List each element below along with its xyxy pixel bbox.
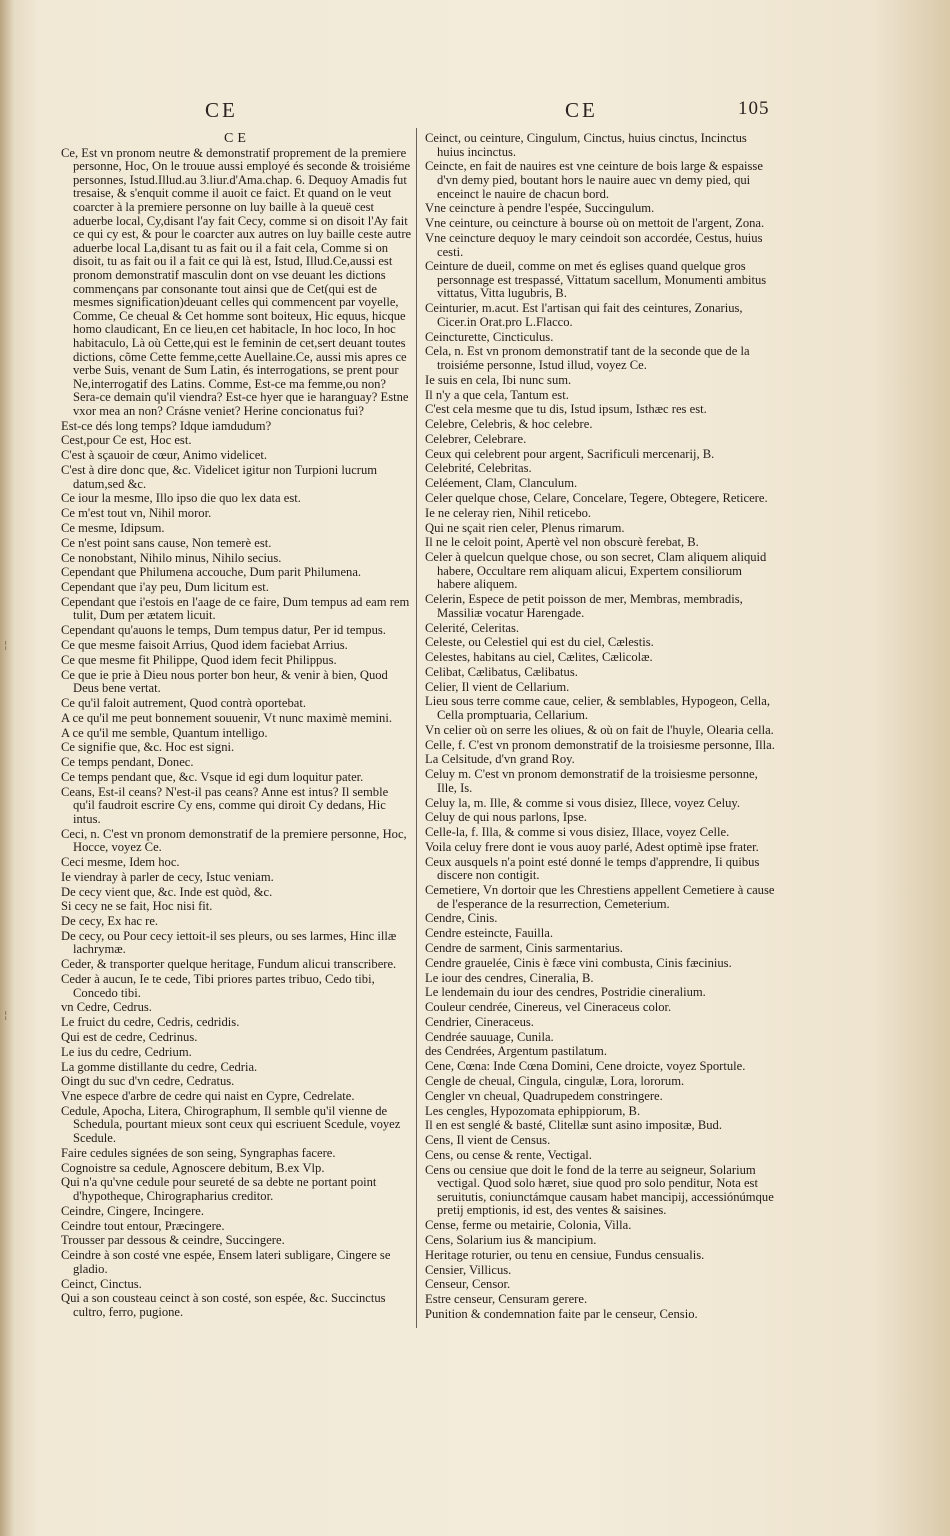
- column-heading: CE: [224, 131, 250, 146]
- dictionary-entry: A ce qu'il me peut bonnement souuenir, Vt nunc maximè memini.: [61, 710, 393, 725]
- dictionary-entry: Cendre, Cinis.: [425, 911, 498, 926]
- dictionary-entry: Cependant qu'auons le temps, Dum tempus datur, Per id tempus.: [61, 623, 386, 638]
- dictionary-entry: Trousser par dessous & ceindre, Succingere.: [61, 1233, 285, 1248]
- dictionary-entry: Cendre de sarment, Cinis sarmentarius.: [425, 940, 623, 955]
- dictionary-entry: Celéement, Clam, Clanculum.: [425, 476, 578, 491]
- dictionary-entry: Celebre, Celebris, & hoc celebre.: [425, 417, 593, 432]
- dictionary-entry: Celle-la, f. Illa, & comme si vous disiez, Illace, voyez Celle.: [425, 825, 730, 840]
- dictionary-entry: Celer à quelcun quelque chose, ou son secret, Clam aliquem aliquid habere, Occultare rem aliquam alicui, Expertem consiliorum habere aliquem.: [425, 550, 767, 592]
- margin-mark: ¦: [4, 1010, 8, 1021]
- right-entry-list: [425, 132, 775, 1322]
- right-column: [425, 132, 775, 1323]
- dictionary-entry: Cengle de cheual, Cingula, cingulæ, Lora, lororum.: [425, 1073, 685, 1088]
- dictionary-entry: Heritage roturier, ou tenu en censiue, Fundus censualis.: [425, 1247, 705, 1262]
- dictionary-entry: Ceinturier, m.acut. Est l'artisan qui fait des ceintures, Zonarius, Cicer.in Orat.pro L.Flacco.: [425, 301, 743, 329]
- dictionary-entry: Cest,pour Ce est, Hoc est.: [61, 433, 192, 448]
- dictionary-entry: Ce iour la mesme, Illo ipso die quo lex data est.: [61, 491, 301, 506]
- dictionary-entry: Ce temps pendant, Donec.: [61, 755, 194, 770]
- dictionary-entry: Ie viendray à parler de cecy, Istuc veniam.: [61, 869, 274, 884]
- dictionary-entry: Ce que mesme faisoit Arrius, Quod idem faciebat Arrius.: [61, 638, 348, 652]
- dictionary-entry: Estre censeur, Censuram gerere.: [425, 1292, 588, 1307]
- page-number: 105: [738, 98, 770, 119]
- dictionary-entry: Ceinct, ou ceinture, Cingulum, Cinctus, huius cinctus, Incinctus huius incinctus.: [425, 131, 747, 159]
- dictionary-entry: Vne ceincture dequoy le mary ceindoit son accordée, Cestus, huius cesti.: [425, 230, 763, 259]
- dictionary-entry: Ce m'est tout vn, Nihil moror.: [61, 506, 212, 521]
- dictionary-entry: Le lendemain du iour des cendres, Postridie cineralium.: [425, 985, 706, 1000]
- dictionary-entry: Ceder, & transporter quelque heritage, Fundum alicui transcribere.: [61, 957, 397, 972]
- dictionary-entry: Celier, Il vient de Cellarium.: [425, 679, 570, 694]
- dictionary-entry: Ceux qui celebrent pour argent, Sacrificuli mercenarij, B.: [425, 446, 715, 461]
- dictionary-entry: Celuy la, m. Ille, & comme si vous disiez, Illece, voyez Celuy.: [425, 795, 740, 810]
- dictionary-entry: Il ne le celoit point, Apertè vel non obscurè ferebat, B.: [425, 535, 699, 550]
- dictionary-entry: Ce nonobstant, Nihilo minus, Nihilo secius.: [61, 550, 282, 565]
- dictionary-entry: Cela, n. Est vn pronom demonstratif tant de la seconde que de la troisiéme personne, Istud illud, voyez Ce.: [425, 344, 750, 372]
- dictionary-entry: Ceinct, Cinctus.: [61, 1276, 142, 1291]
- dictionary-entry: vn Cedre, Cedrus.: [61, 1000, 152, 1015]
- dictionary-entry: Vne ceincture à pendre l'espée, Succingulum.: [425, 201, 655, 216]
- dictionary-entry: Cense, ferme ou metairie, Colonia, Villa.: [425, 1218, 632, 1233]
- dictionary-entry: C'est à dire donc que, &c. Videlicet igitur non Turpioni lucrum datum,sed &c.: [61, 463, 378, 491]
- dictionary-entry: C'est à sçauoir de cœur, Animo videlicet.: [61, 448, 268, 463]
- dictionary-entry: Lieu sous terre comme caue, celier, & semblables, Hypogeon, Cella, Cella promptuaria, Cellarium.: [425, 694, 771, 722]
- dictionary-entry: A ce qu'il me semble, Quantum intelligo.: [61, 725, 268, 740]
- dictionary-entry: Cendrée sauuage, Cunila.: [425, 1029, 554, 1044]
- dictionary-entry: Ceindre tout entour, Præcingere.: [61, 1218, 225, 1233]
- dictionary-entry: La Celsitude, d'vn grand Roy.: [425, 752, 575, 767]
- dictionary-entry: Cognoistre sa cedule, Agnoscere debitum, B.ex Vlp.: [61, 1160, 325, 1175]
- dictionary-entry: des Cendrées, Argentum pastilatum.: [425, 1044, 607, 1059]
- dictionary-entry: Ceinture de dueil, comme on met és eglises quand quelque gros personnage est trespassé, Vittatum sacellum, Monumenti ambitus vittatus, Vitta lugubris, B.: [425, 259, 767, 301]
- dictionary-entry: Censeur, Censor.: [425, 1277, 511, 1292]
- dictionary-entry: Cene, Cœna: Inde Cœna Domini, Cene droicte, voyez Sportule.: [425, 1059, 746, 1074]
- dictionary-entry: Celuy m. C'est vn pronom demonstratif de la troisiesme personne, Ille, Is.: [425, 767, 758, 795]
- dictionary-entry: Celebrité, Celebritas.: [425, 461, 532, 476]
- dictionary-entry: Faire cedules signées de son seing, Syngraphas facere.: [61, 1145, 336, 1160]
- left-column: [61, 132, 413, 1321]
- dictionary-entry: Cendrier, Cineraceus.: [425, 1014, 534, 1029]
- dictionary-entry: Ceux ausquels n'a point esté donné le temps d'apprendre, Ii quibus discere non contigit.: [425, 854, 760, 883]
- dictionary-entry: Cependant que i'ay peu, Dum licitum est.: [61, 580, 269, 595]
- dictionary-entry: Couleur cendrée, Cinereus, vel Cineraceus color.: [425, 1000, 672, 1015]
- dictionary-entry: Celestes, habitans au ciel, Cælites, Cælicolæ.: [425, 650, 653, 665]
- dictionary-entry: Cens, Solarium ius & mancipium.: [425, 1233, 597, 1247]
- dictionary-entry: Ie ne celeray rien, Nihil reticebo.: [425, 505, 592, 520]
- dictionary-entry: Celebrer, Celebrare.: [425, 431, 527, 446]
- dictionary-entry: Vne ceinture, ou ceincture à bourse où on mettoit de l'argent, Zona.: [425, 216, 765, 231]
- dictionary-entry: Il en est senglé & basté, Clitellæ sunt asino impositæ, Bud.: [425, 1118, 722, 1133]
- dictionary-entry: Celibat, Cælibatus, Cælibatus.: [425, 664, 578, 679]
- dictionary-entry: Censier, Villicus.: [425, 1262, 512, 1277]
- dictionary-entry: Le fruict du cedre, Cedris, cedridis.: [61, 1015, 240, 1030]
- margin-mark: ¦: [4, 640, 8, 651]
- column-divider: [416, 128, 417, 1328]
- dictionary-entry: Est-ce dés long temps? Idque iamdudum?: [61, 418, 272, 433]
- dictionary-entry: Cendre esteincte, Fauilla.: [425, 926, 553, 941]
- dictionary-entry: Ceincturette, Cincticulus.: [425, 329, 554, 344]
- dictionary-entry: Voila celuy frere dont ie vous auoy parlé, Adest optimè ipse frater.: [425, 839, 759, 854]
- dictionary-entry: Les cengles, Hypozomata ephippiorum, B.: [425, 1103, 641, 1118]
- dictionary-entry: Ceindre, Cingere, Incingere.: [61, 1203, 205, 1218]
- dictionary-entry: Vn celier où on serre les oliues, & où on fait de l'huyle, Olearia cella.: [425, 722, 774, 737]
- dictionary-entry: Le ius du cedre, Cedrium.: [61, 1044, 192, 1059]
- dictionary-entry: Ce temps pendant que, &c. Vsque id egi dum loquitur pater.: [61, 769, 364, 784]
- dictionary-entry: Ce signifie que, &c. Hoc est signi.: [61, 740, 235, 755]
- running-head-center: CE: [565, 98, 598, 122]
- dictionary-entry: Celer quelque chose, Celare, Concelare, Tegere, Obtegere, Reticere.: [425, 491, 768, 506]
- dictionary-entry: Celerin, Espece de petit poisson de mer, Membras, membradis, Massiliæ vocatur Harengade.: [425, 592, 743, 620]
- dictionary-entry: Ceindre à son costé vne espée, Ensem lateri subligare, Cingere se gladio.: [61, 1248, 391, 1276]
- dictionary-entry: De cecy, Ex hac re.: [61, 914, 159, 929]
- dictionary-entry: Ce que ie prie à Dieu nous porter bon heur, & venir à bien, Quod Deus bene vertat.: [61, 667, 388, 696]
- dictionary-entry: Celerité, Celeritas.: [425, 620, 520, 635]
- dictionary-entry: Cens, ou cense & rente, Vectigal.: [425, 1147, 592, 1162]
- dictionary-entry: Ce que mesme fit Philippe, Quod idem fecit Philippus.: [61, 652, 337, 667]
- dictionary-entry: Cengler vn cheual, Quadrupedem constringere.: [425, 1088, 663, 1103]
- dictionary-entry: Le iour des cendres, Cineralia, B.: [425, 970, 594, 985]
- dictionary-entry: Cependant que i'estois en l'aage de ce faire, Dum tempus ad eam rem tulit, Dum per ætatem licuit.: [61, 594, 410, 623]
- dictionary-entry: Ce qu'il faloit autrement, Quod contrà oportebat.: [61, 695, 306, 710]
- dictionary-entry: Ce mesme, Idipsum.: [61, 520, 165, 535]
- dictionary-entry: Qui a son cousteau ceinct à son costé, son espée, &c. Succinctus cultro, ferro, pugione.: [61, 1291, 386, 1319]
- dictionary-entry: Il n'y a que cela, Tantum est.: [425, 387, 569, 402]
- dictionary-entry: Vne espece d'arbre de cedre qui naist en Cypre, Cedrelate.: [61, 1089, 355, 1104]
- dictionary-entry: Cens ou censiue que doit le fond de la terre au seigneur, Solarium vectigal. Quod solo hæret, siue quod pro solo penditur, Nota est seruitutis, coniunctámque causam habet mancipij, accessiónúmque pretij emptionis, id est, des ventes & saisines.: [425, 1162, 774, 1218]
- dictionary-entry: Celle, f. C'est vn pronom demonstratif de la troisiesme personne, Illa.: [425, 737, 775, 752]
- dictionary-entry: Celuy de qui nous parlons, Ipse.: [425, 810, 587, 825]
- dictionary-entry: Ie suis en cela, Ibi nunc sum.: [425, 372, 572, 387]
- dictionary-entry: Cemetiere, Vn dortoir que les Chrestiens appellent Cemetiere à cause de l'esperance de la resurrection, Cemeterium.: [425, 883, 775, 911]
- dictionary-entry: Si cecy ne se fait, Hoc nisi fit.: [61, 899, 213, 914]
- dictionary-entry: Ceci mesme, Idem hoc.: [61, 854, 180, 869]
- dictionary-entry: Cependant que Philumena accouche, Dum parit Philumena.: [61, 565, 362, 580]
- dictionary-entry: Ce, Est vn pronom neutre & demonstratif proprement de la premiere personne, Hoc, On le trouue aussi employé és seconde & troisiéme personnes, Istud.Illud.au 3.liur.d'Ama.chap. 6. Dequoy Amadis fut tresaise, & s'enquit comme il auoit ce faict. Et quand on le veut coarcter à la premiere personne on luy baille à la queuë cest aduerbe local, Cy,disant l'ay fait Cecy, comme si on disoit l'Ay fait ce qui cy est, & pour le coarcter aux autres on luy baille ceste autre aduerbe local La,disant tu as fait ou il a fait cela, Comme si on disoit, tu as fait ou il a fait ce qui là est, Istud, Illud.Ce,aussi est pronom demonstratif masculin dont on vse deuant les dictions commençans par consonante tout ainsi que de Cet(qui est de mesmes signification)deuant celles qui commencent par voyelle, Comme, Ce cheual & Cet homme sont boiteux, Hic equus, hicque homo claudicant, En ce lieu,en cet habitacle, In hoc loco, In hoc habitaculo, Là où Cette,qui est le feminin de cet,sert deuant toutes dictions, cõme Cette femme,cette Auellaine.Ce, aussi mis apres ce verbe Suis, venant de Sum Latin, és interrogations, se prent pour Ne,interrogatif des Latins. Comme, Est-ce ma femme,ou non? Sera-ce demain qu'il viendra? Est-ce hyer que ie haranguay? Estne vxor mea an non? Crásne veniet? Herine concionatus fui?: [61, 145, 412, 418]
- dictionary-entry: De cecy vient que, &c. Inde est quòd, &c.: [61, 884, 273, 899]
- dictionary-entry: Ceder à aucun, Ie te cede, Tibi priores partes tribuo, Cedo tibi, Concedo tibi.: [61, 972, 375, 1000]
- dictionary-entry: Ceincte, en fait de nauires est vne ceinture de bois large & espaisse d'vn demy pied, boutant hors le nauire auec vn demy pied, qui enceinct le nauire de chacun bord.: [425, 159, 763, 201]
- dictionary-entry: Ceci, n. C'est vn pronom demonstratif de la premiere personne, Hoc, Hocce, voyez Ce.: [61, 826, 407, 855]
- dictionary-entry: Ce n'est point sans cause, Non temerè est.: [61, 535, 272, 550]
- dictionary-entry: Qui n'a qu'vne cedule pour seureté de sa debte ne portant point d'hypotheque, Chirographarius creditor.: [61, 1175, 377, 1203]
- dictionary-entry: C'est cela mesme que tu dis, Istud ipsum, Isthæc res est.: [425, 402, 707, 417]
- dictionary-entry: Qui ne sçait rien celer, Plenus rimarum.: [425, 520, 625, 535]
- dictionary-entry: La gomme distillante du cedre, Cedria.: [61, 1059, 258, 1074]
- dictionary-entry: Oingt du suc d'vn cedre, Cedratus.: [61, 1074, 235, 1089]
- left-entry-list: [61, 147, 413, 1320]
- dictionary-entry: Qui est de cedre, Cedrinus.: [61, 1029, 198, 1044]
- dictionary-entry: Cedule, Apocha, Litera, Chirographum, Il semble qu'il vienne de Schedula, pourtant mieux sont ceux qui escriuent Scedule, voyez Scedule.: [61, 1103, 401, 1146]
- dictionary-entry: Punition & condemnation faite par le censeur, Censio.: [425, 1306, 698, 1321]
- dictionary-entry: Celeste, ou Celestiel qui est du ciel, Cælestis.: [425, 635, 654, 650]
- dictionary-entry: Cens, Il vient de Census.: [425, 1133, 551, 1148]
- running-head-left: CE: [205, 98, 238, 122]
- dictionary-entry: Ceans, Est-il ceans? N'est-il pas ceans? Anne est intus? Il semble qu'il faudroit escrire Cy ens, comme qui diroit Cy dedans, Hic intus.: [61, 784, 389, 826]
- dictionary-entry: De cecy, ou Pour cecy iettoit-il ses pleurs, ou ses larmes, Hinc illæ lachrymæ.: [61, 928, 397, 957]
- dictionary-entry: Cendre grauelée, Cinis è fæce vini combusta, Cinis fæcinius.: [425, 955, 732, 970]
